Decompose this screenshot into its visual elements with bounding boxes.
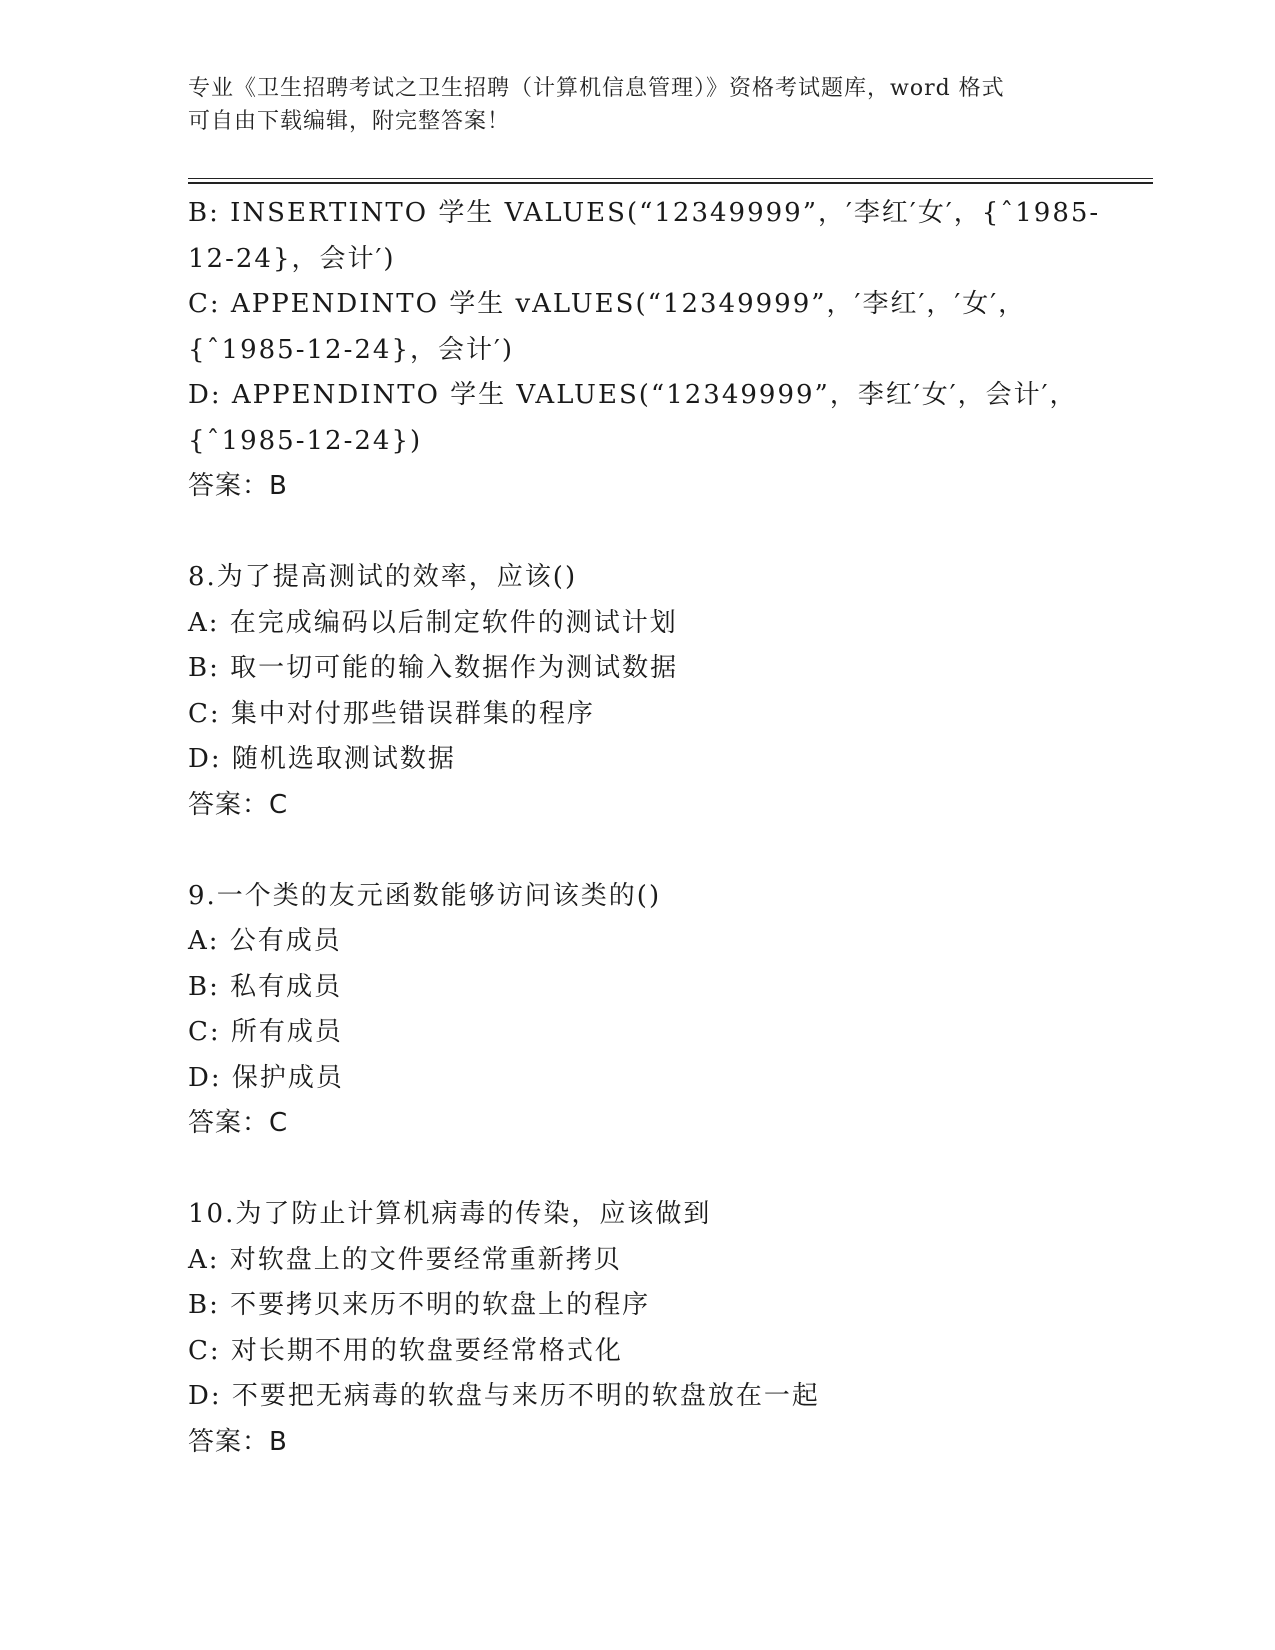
option-a: A: 在完成编码以后制定软件的测试计划 <box>188 607 678 638</box>
option-a: A: 公有成员 <box>188 926 342 956</box>
option-c-continued: {ˆ1985-12-24}，会计′) <box>188 334 515 365</box>
option-d-continued: {ˆ1985-12-24}) <box>188 425 423 456</box>
question-list <box>188 191 1101 1465</box>
option-c: C: 集中对付那些错误群集的程序 <box>188 698 595 729</box>
option-d: D: APPENDINTO 学生 VALUES(“12349999”，李红′女′，会计′， <box>188 380 1078 410</box>
question-stem: 10.为了防止计算机病毒的传染，应该做到 <box>188 1199 712 1229</box>
option-d: D: 随机选取测试数据 <box>188 744 456 774</box>
spacer <box>188 510 1088 556</box>
answer-label: 答案：C <box>188 1108 289 1138</box>
question-8 <box>188 555 1088 828</box>
question-stem: 8.为了提高测试的效率，应该() <box>188 562 578 592</box>
option-b: B: 私有成员 <box>188 971 343 1002</box>
header-divider-thin <box>188 178 1153 179</box>
spacer <box>188 1147 1088 1193</box>
option-b: B: INSERTINTO 学生 VALUES(“12349999”，′李红′女′，{ˆ1985- <box>188 198 1101 228</box>
header-line-1: 专业《卫生招聘考试之卫生招聘（计算机信息管理）》资格考试题库，word 格式 <box>188 76 1005 101</box>
option-b: B: 不要拷贝来历不明的软盘上的程序 <box>188 1290 651 1320</box>
option-c: C: 对长期不用的软盘要经常格式化 <box>188 1335 623 1366</box>
question-9 <box>188 874 1088 1147</box>
option-a: A: 对软盘上的文件要经常重新拷贝 <box>188 1244 622 1275</box>
header-line-2: 可自由下载编辑，附完整答案！ <box>188 109 511 134</box>
spacer <box>188 828 1088 874</box>
question-10 <box>188 1192 1088 1465</box>
option-d: D: 不要把无病毒的软盘与来历不明的软盘放在一起 <box>188 1381 820 1411</box>
answer-label: 答案：B <box>188 471 288 501</box>
option-b: B: 取一切可能的输入数据作为测试数据 <box>188 653 679 683</box>
option-d: D: 保护成员 <box>188 1062 344 1093</box>
prev-question-block <box>188 191 1101 510</box>
option-c: C: 所有成员 <box>188 1017 343 1047</box>
answer-label: 答案：B <box>188 1426 288 1457</box>
question-stem: 9.一个类的友元函数能够访问该类的() <box>188 880 662 911</box>
option-c: C: APPENDINTO 学生 vALUES(“12349999”，′李红′，′女′， <box>188 289 1027 319</box>
page-header <box>188 72 1088 138</box>
option-b-continued: 12-24}，会计′) <box>188 243 396 274</box>
answer-label: 答案：C <box>188 789 289 820</box>
header-divider-thick <box>188 182 1153 184</box>
